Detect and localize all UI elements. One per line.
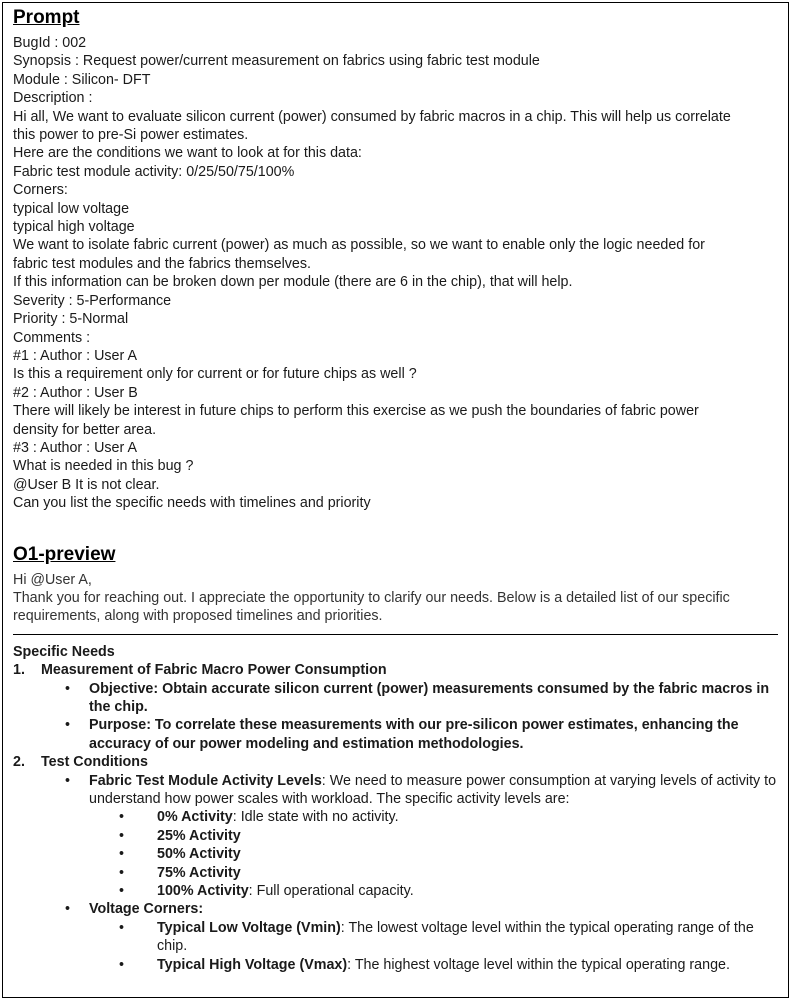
activity-level-25 xyxy=(119,827,778,845)
bullet-objective xyxy=(65,680,778,717)
prompt-line: Synopsis : Request power/current measurement on fabrics using fabric test module xyxy=(13,53,540,70)
bullet-text xyxy=(157,845,778,863)
bullet-marker: • xyxy=(119,827,125,844)
prompt-title: Prompt xyxy=(13,7,80,28)
bullet-marker: • xyxy=(65,901,71,918)
prompt-line: If this information can be broken down per module (there are 6 in the chip), that will help. xyxy=(13,274,573,291)
bullet-marker: • xyxy=(119,864,125,881)
prompt-line: @User B It is not clear. xyxy=(13,476,160,493)
prompt-line: typical low voltage xyxy=(13,200,130,217)
bullet-marker: • xyxy=(65,717,71,734)
bullet-marker: • xyxy=(65,772,71,789)
divider xyxy=(13,634,778,635)
prompt-line: We want to isolate fabric current (power) as much as possible, so we want to enable only the logic needed for xyxy=(13,237,705,254)
prompt-line: Severity : 5-Performance xyxy=(13,292,172,309)
activity-level-0 xyxy=(119,808,778,826)
response-title: O1-preview xyxy=(13,543,116,565)
bullet-marker: • xyxy=(119,846,125,863)
bullet-text xyxy=(157,956,778,974)
prompt-line: Here are the conditions we want to look at for this data: xyxy=(13,145,362,162)
bullet-marker: • xyxy=(119,956,125,973)
bullet-marker: • xyxy=(65,680,71,697)
voltage-vmin xyxy=(119,919,778,956)
prompt-line: BugId : 002 xyxy=(13,35,87,51)
prompt-line: Fabric test module activity: 0/25/50/75/100% xyxy=(13,163,295,180)
voltage-label: Typical Low Voltage (Vmin) xyxy=(157,919,341,936)
prompt-line: Is this a requirement only for current or for future chips as well ? xyxy=(13,366,417,383)
bullet-text xyxy=(157,827,778,845)
prompt-line: Can you list the specific needs with timelines and priority xyxy=(13,495,371,512)
list-item-1 xyxy=(13,661,778,679)
intro-line: Thank you for reaching out. I appreciate the opportunity to clarify our needs. Below is a detailed list of our specific xyxy=(13,589,730,606)
prompt-line: Comments : xyxy=(13,329,91,346)
voltage-vmax xyxy=(119,956,778,974)
bullet-marker: • xyxy=(119,919,125,936)
bullet-marker: • xyxy=(119,883,125,900)
prompt-line: #2 : Author : User B xyxy=(13,384,138,401)
item-number: 2. xyxy=(13,754,25,771)
bullet-activity-levels xyxy=(65,772,778,809)
intro-line: Hi @User A, xyxy=(13,571,92,588)
bullet-text: Purpose: To correlate these measurements with our pre-silicon power estimates, enhancing the accuracy of our power modeling and estimation methodologies. xyxy=(89,717,739,752)
activity-label: Fabric Test Module Activity Levels xyxy=(89,772,322,789)
bullet-text: Objective: Obtain accurate silicon current (power) measurements consumed by the fabric macros in the chip. xyxy=(89,680,770,715)
prompt-line: Corners: xyxy=(13,182,68,199)
item-title: Measurement of Fabric Macro Power Consumption xyxy=(41,662,387,679)
document-frame xyxy=(2,2,789,998)
bullet-voltage-corners xyxy=(65,900,778,918)
specific-needs-heading: Specific Needs xyxy=(13,643,115,660)
level-label: 100% Activity xyxy=(157,883,249,900)
prompt-line: Module : Silicon- DFT xyxy=(13,71,151,88)
prompt-line: Hi all, We want to evaluate silicon current (power) consumed by fabric macros in a chip. This will help us correlate xyxy=(13,108,731,125)
specific-needs-list xyxy=(13,643,778,974)
level-label: 75% Activity xyxy=(157,864,241,881)
bullet-text xyxy=(157,808,778,826)
prompt-line: What is needed in this bug ? xyxy=(13,458,194,475)
activity-level-75 xyxy=(119,864,778,882)
prompt-line: Priority : 5-Normal xyxy=(13,311,129,328)
section-spacer xyxy=(13,513,778,543)
prompt-line: fabric test modules and the fabrics themselves. xyxy=(13,255,311,272)
prompt-line: typical high voltage xyxy=(13,219,135,236)
prompt-line: #1 : Author : User A xyxy=(13,347,137,364)
bullet-text: Voltage Corners: xyxy=(89,901,204,918)
voltage-label: Typical High Voltage (Vmax) xyxy=(157,956,348,973)
response-intro xyxy=(13,571,778,626)
voltage-desc: : The highest voltage level within the typical operating range. xyxy=(347,956,730,973)
list-item-2 xyxy=(13,753,778,771)
activity-text: : We need to measure power consumption at varying levels of activity to understand how power scales with workload. The specific activity levels are: xyxy=(89,772,777,808)
level-label: 50% Activity xyxy=(157,846,241,863)
bullet-text xyxy=(89,772,778,809)
bullet-marker: • xyxy=(119,809,125,826)
level-label: 0% Activity xyxy=(157,809,233,826)
level-desc: : Idle state with no activity. xyxy=(232,809,399,826)
voltage-desc: : The lowest voltage level within the typical operating range of the chip. xyxy=(157,919,754,955)
bullet-purpose xyxy=(65,716,778,753)
activity-level-100 xyxy=(119,882,778,900)
activity-level-50 xyxy=(119,845,778,863)
prompt-line: density for better area. xyxy=(13,421,157,438)
level-desc: : Full operational capacity. xyxy=(248,883,414,900)
bullet-text xyxy=(157,919,778,956)
item-title: Test Conditions xyxy=(41,754,148,771)
intro-line: requirements, along with proposed timelines and priorities. xyxy=(13,608,383,625)
item-number: 1. xyxy=(13,662,25,679)
prompt-line: #3 : Author : User A xyxy=(13,439,137,456)
prompt-line: There will likely be interest in future chips to perform this exercise as we push the boundaries of fabric power xyxy=(13,403,699,420)
prompt-line: Description : xyxy=(13,90,93,107)
prompt-line: this power to pre-Si power estimates. xyxy=(13,127,249,144)
bullet-text xyxy=(157,864,778,882)
level-label: 25% Activity xyxy=(157,827,241,844)
bullet-text xyxy=(157,882,778,900)
prompt-body xyxy=(13,34,778,513)
